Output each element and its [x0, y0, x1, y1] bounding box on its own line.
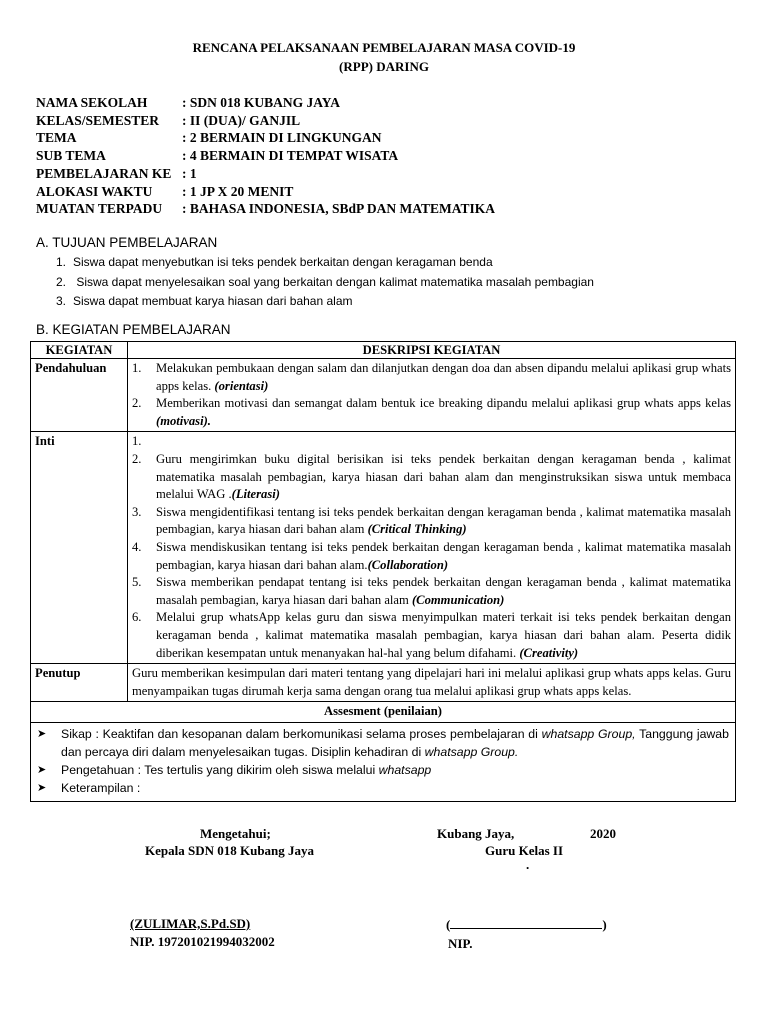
arrow-bullet-icon: ➤	[37, 781, 47, 794]
document-subtitle: (RPP) DARING	[339, 59, 429, 74]
row-label-inti: Inti	[31, 432, 128, 664]
table-row-inti	[31, 432, 736, 664]
assesment-row	[31, 722, 736, 801]
info-value: : BAHASA INDONESIA, SBdP DAN MATEMATIKA	[182, 201, 496, 217]
item-text-wrap	[156, 360, 731, 395]
pengetahuan-italic: whatsapp	[378, 762, 432, 777]
dot-mark: .	[526, 857, 530, 872]
assesment-heading: Assesment (penilaian)	[31, 702, 736, 723]
guru-name-line	[450, 916, 602, 929]
list-item	[37, 725, 729, 761]
info-label: NAMA SEKOLAH	[36, 95, 148, 110]
item-text: Siswa memberikan pendapat tentang isi teks pendek berkaitan dengan keragaman benda , kalimat matematika masalah pembagian, karya hiasan dari bahan alam	[156, 575, 731, 607]
item-text: Siswa mengidentifikasi tentang isi teks pendek berkaitan dengan keragaman benda , kalimat matematika masalah pembagian, karya hiasan dari bahan alam	[156, 504, 731, 537]
list-item	[56, 292, 594, 312]
row-content	[128, 359, 736, 432]
item-number: 2.	[132, 396, 142, 411]
item-number: 4.	[132, 539, 142, 554]
kegiatan-heading: B. KEGIATAN PEMBELAJARAN	[36, 322, 231, 337]
item-text-wrap	[156, 609, 731, 662]
item-text-wrap	[61, 761, 729, 779]
item-tag: (Creativity)	[519, 645, 579, 660]
info-value: : II (DUA)/ GANJIL	[182, 112, 301, 128]
year-label: 2020	[590, 826, 616, 841]
item-text: Memberikan motivasi dan semangat dalam bentuk ice breaking dipandu melalui aplikasi grup whats apps kelas	[156, 396, 731, 411]
info-row	[36, 183, 495, 201]
item-tag: (motivasi).	[156, 413, 211, 428]
guru-name-close: )	[602, 917, 607, 932]
kepala-title: Kepala SDN 018 Kubang Jaya	[145, 843, 315, 858]
item-text: Melakukan pembukaan dengan salam dan dilanjutkan dengan doa dan absen dipandu melalui aplikasi grup whats apps kelas.	[156, 361, 731, 393]
info-value: : 2 BERMAIN DI LINGKUNGAN	[182, 130, 382, 146]
guru-name-field	[446, 916, 607, 933]
list-item	[56, 253, 594, 273]
kepala-nip: NIP. 197201021994032002	[130, 934, 275, 949]
list-item	[132, 504, 731, 539]
info-row	[36, 147, 495, 165]
tujuan-list	[56, 253, 594, 312]
row-content-penutup: Guru memberikan kesimpulan dari materi tentang yang dipelajari hari ini melalui aplikasi grup whats apps kelas. Guru menyampaikan tugas dirumah kerja sama dengan orang tua melalui aplikasi grup whats apps kelas.	[128, 664, 736, 702]
info-value: : 1 JP X 20 MENIT	[182, 183, 294, 199]
item-text-wrap	[61, 725, 729, 761]
info-label: MUATAN TERPADU	[36, 201, 163, 217]
sikap-text: Sikap : Keaktifan dan kesopanan dalam berkomunikasi selama proses pembelajaran di	[61, 726, 538, 741]
item-text-wrap	[156, 539, 731, 574]
kegiatan-table	[30, 341, 736, 802]
list-item	[132, 395, 731, 430]
kepala-name: (ZULIMAR,S.Pd.SD)	[130, 916, 251, 931]
guru-name-open: (	[446, 917, 451, 932]
sikap-text-2: Tanggung jawab dan percaya diri dalam menyelesaikan tugas. Disiplin kehadiran di	[61, 726, 729, 759]
list-item	[37, 761, 729, 779]
info-row	[36, 94, 495, 112]
mengetahui-label: Mengetahui;	[200, 826, 271, 841]
guru-nip: NIP.	[448, 936, 473, 951]
list-item	[132, 574, 731, 609]
list-item	[56, 273, 594, 293]
school-info	[36, 94, 495, 218]
item-tag: (Literasi)	[231, 487, 280, 502]
info-value: : 1	[182, 165, 197, 181]
item-number: 3.	[132, 504, 142, 519]
item-number: 3.	[56, 294, 67, 308]
item-text: Siswa dapat menyebutkan isi teks pendek berkaitan dengan keragaman benda	[73, 255, 493, 269]
info-row	[36, 200, 495, 218]
info-row	[36, 112, 495, 130]
list-item	[132, 539, 731, 574]
sikap-italic-2: whatsapp Group.	[424, 744, 519, 759]
row-content	[128, 432, 736, 664]
item-number: 6.	[132, 610, 142, 625]
row-label-penutup: Penutup	[31, 664, 128, 702]
column-header-deskripsi: DESKRIPSI KEGIATAN	[128, 342, 736, 359]
item-text: Siswa dapat membuat karya hiasan dari bahan alam	[73, 294, 353, 308]
item-text-wrap	[156, 451, 731, 504]
info-label: SUB TEMA	[36, 148, 106, 164]
place-label: Kubang Jaya,	[437, 826, 515, 841]
list-item	[37, 779, 729, 797]
item-text-wrap	[156, 395, 731, 430]
row-label-pendahuluan: Pendahuluan	[31, 359, 128, 432]
keterampilan-text: Keterampilan :	[61, 780, 141, 795]
sikap-italic: whatsapp Group,	[541, 726, 636, 741]
item-tag: (Communication)	[411, 592, 505, 607]
item-number: 1.	[56, 255, 67, 269]
info-row	[36, 129, 495, 147]
pengetahuan-text: Pengetahuan : Tes tertulis yang dikirim oleh siswa melalui	[61, 762, 376, 777]
info-row	[36, 165, 495, 183]
item-number: 2.	[56, 274, 67, 289]
info-value: : 4 BERMAIN DI TEMPAT WISATA	[182, 148, 399, 164]
list-item	[132, 433, 731, 451]
item-text: Guru mengirimkan buku digital berisikan isi teks pendek berkaitan dengan keragaman benda , kalimat matematika masalah pembagian, karya hiasan dari bahan alam dan menginstruksikan siswa untuk membaca melalui WAG .	[156, 451, 731, 502]
tujuan-heading: A. TUJUAN PEMBELAJARAN	[36, 235, 218, 250]
item-text-wrap	[156, 574, 731, 609]
item-text: Siswa mendiskusikan tentang isi teks pendek berkaitan dengan keragaman benda , kalimat matematika masalah pembagian, karya hiasan dari bahan alam.	[156, 539, 731, 572]
assesment-header-row	[31, 702, 736, 723]
list-item	[132, 451, 731, 504]
info-label: PEMBELAJARAN KE	[36, 165, 172, 181]
list-item	[132, 360, 731, 395]
item-text: Siswa dapat menyelesaikan soal yang berkaitan dengan kalimat matematika masalah pembagian	[73, 274, 594, 289]
info-value: : SDN 018 KUBANG JAYA	[182, 95, 341, 110]
item-tag: (Collaboration)	[367, 557, 449, 572]
info-label: KELAS/SEMESTER	[36, 112, 160, 128]
table-header-row	[31, 342, 736, 359]
item-number: 1.	[132, 361, 142, 375]
item-text-wrap	[156, 433, 731, 451]
item-text: Melalui grup whatsApp kelas guru dan siswa menyimpulkan materi terkait isi teks pendek berkaitan dengan keragaman benda , kalimat matematika masalah pembagian, karya hiasan dari bahan alam. Peserta didik diberikan kesempatan untuk menanyakan hal-hal yang belum difahami.	[156, 610, 731, 660]
arrow-bullet-icon: ➤	[37, 763, 47, 776]
info-label: ALOKASI WAKTU	[36, 183, 153, 199]
item-number: 1.	[132, 434, 142, 449]
item-tag: (Critical Thinking)	[367, 522, 467, 537]
column-header-kegiatan: KEGIATAN	[31, 342, 128, 359]
item-number: 5.	[132, 575, 142, 590]
arrow-bullet-icon: ➤	[37, 727, 47, 740]
item-number: 2.	[132, 451, 142, 466]
table-row-pendahuluan	[31, 359, 736, 432]
assesment-content	[31, 722, 736, 801]
document-title: RENCANA PELAKSANAAN PEMBELAJARAN MASA COVID-19	[192, 40, 576, 55]
table-row-penutup	[31, 664, 736, 702]
item-tag: (orientasi)	[214, 378, 269, 393]
info-label: TEMA	[36, 130, 77, 146]
item-text-wrap	[156, 504, 731, 539]
list-item	[132, 609, 731, 662]
guru-title: Guru Kelas II	[485, 843, 564, 858]
